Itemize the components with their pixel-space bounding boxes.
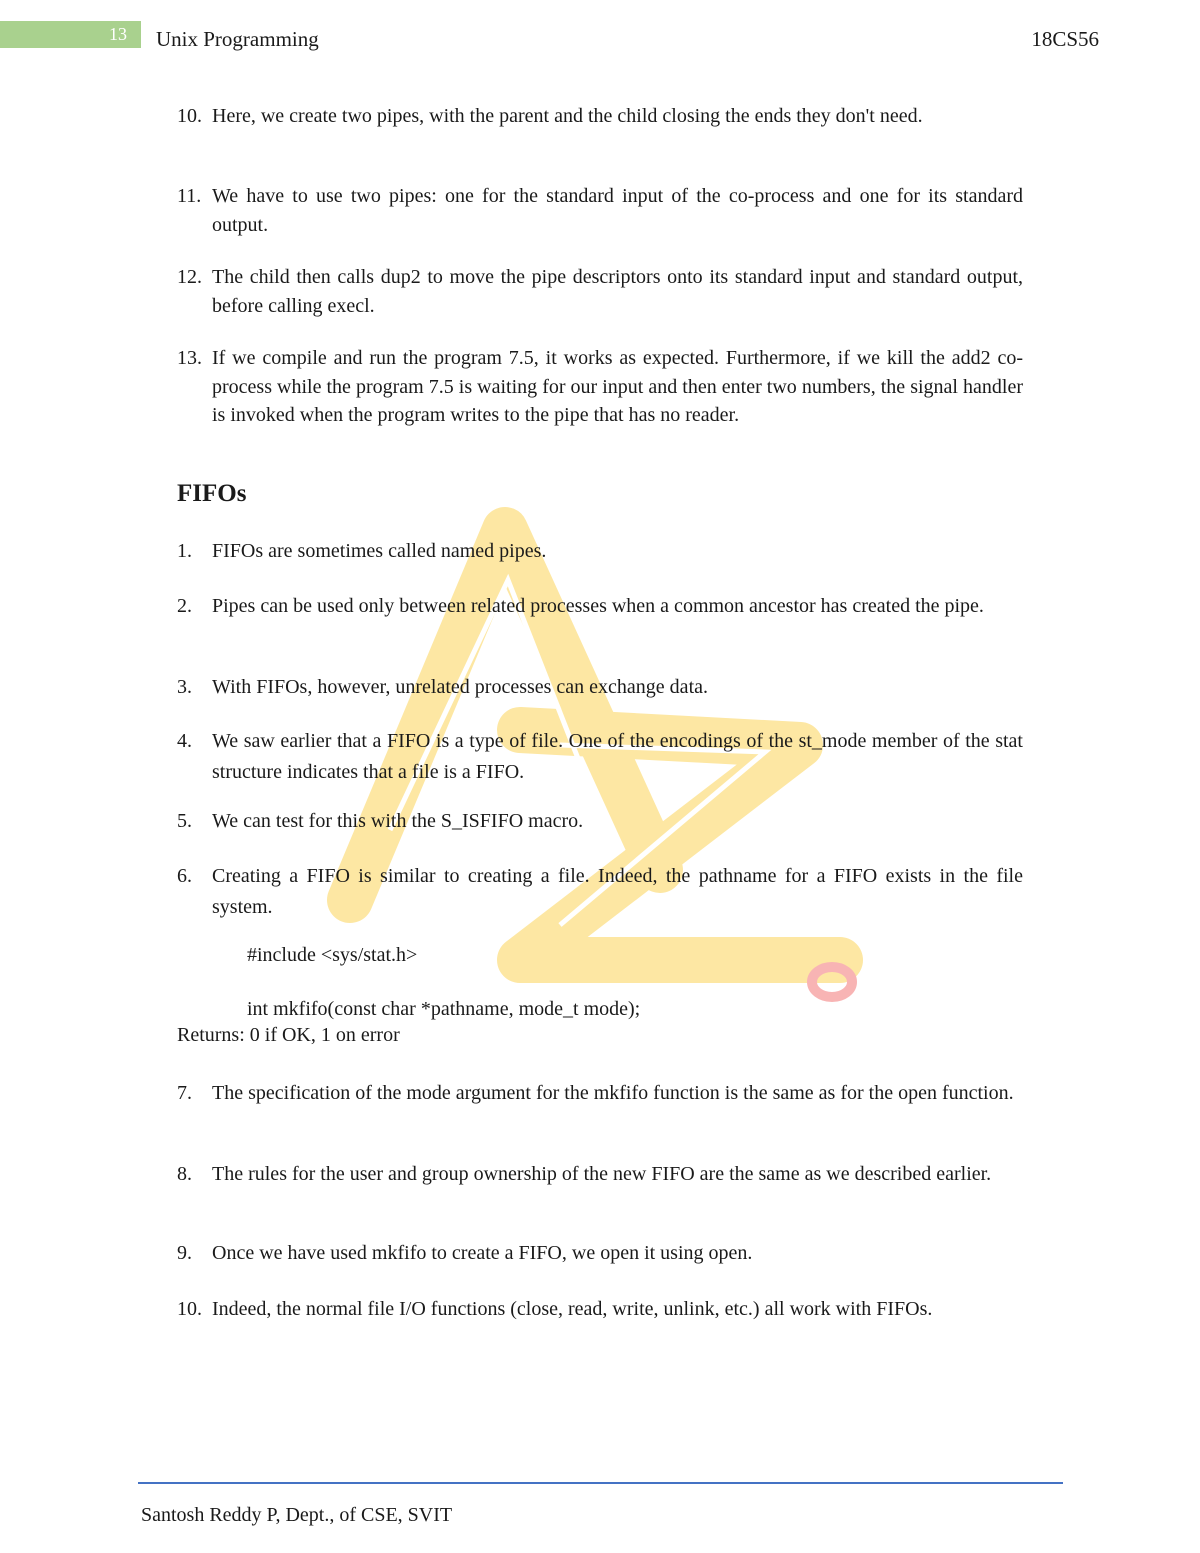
- list-item: 2. Pipes can be used only between related processes when a common ancestor has created the pipe.: [177, 595, 984, 617]
- list-item: 5. We can test for this with the S_ISFIFO macro.: [177, 810, 584, 832]
- footer-divider: [138, 1482, 1063, 1484]
- list-item: 1. FIFOs are sometimes called named pipes.: [177, 540, 547, 562]
- code-include: #include <sys/stat.h>: [247, 944, 418, 966]
- list-item: 4. We saw earlier that a FIFO is a type of file. One of the encodings of the st_mode member of the stat structure indicates that a file is a FIFO.: [177, 730, 1023, 783]
- header-title: Unix Programming: [156, 27, 319, 51]
- page-number: 13: [109, 24, 127, 44]
- footer-text: Santosh Reddy P, Dept., of CSE, SVIT: [141, 1504, 453, 1526]
- list-item: 11. We have to use two pipes: one for the standard input of the co-process and one for its standard output.: [177, 185, 1023, 236]
- list-item: 8. The rules for the user and group ownership of the new FIFO are the same as we described earlier.: [177, 1163, 992, 1185]
- list-item: 10. Indeed, the normal file I/O functions (close, read, write, unlink, etc.) all work with FIFOs.: [177, 1298, 933, 1320]
- list-item: 6. Creating a FIFO is similar to creating a file. Indeed, the pathname for a FIFO exists in the file system.: [177, 865, 1023, 918]
- course-code: 18CS56: [1031, 27, 1099, 51]
- list-item: 7. The specification of the mode argument for the mkfifo function is the same as for the open function.: [177, 1082, 1014, 1104]
- list-item: 12. The child then calls dup2 to move the pipe descriptors onto its standard input and standard output, before calling execl.: [177, 266, 1023, 317]
- code-signature: int mkfifo(const char *pathname, mode_t mode);: [247, 998, 641, 1020]
- list-item: 3. With FIFOs, however, unrelated processes can exchange data.: [177, 676, 708, 698]
- list-item: 13. If we compile and run the program 7.5, it works as expected. Furthermore, if we kill the add2 co-process while the program 7.5 is waiting for our input and then enter two numbers, the signal handler is invoked when the program writes to the pipe that has no reader.: [177, 347, 1023, 426]
- returns-text: Returns: 0 if OK, 1 on error: [177, 1024, 400, 1046]
- list-item: 10. Here, we create two pipes, with the parent and the child closing the ends they don't need.: [177, 105, 923, 127]
- list-item: 9. Once we have used mkfifo to create a FIFO, we open it using open.: [177, 1242, 753, 1264]
- section-heading: FIFOs: [177, 480, 247, 507]
